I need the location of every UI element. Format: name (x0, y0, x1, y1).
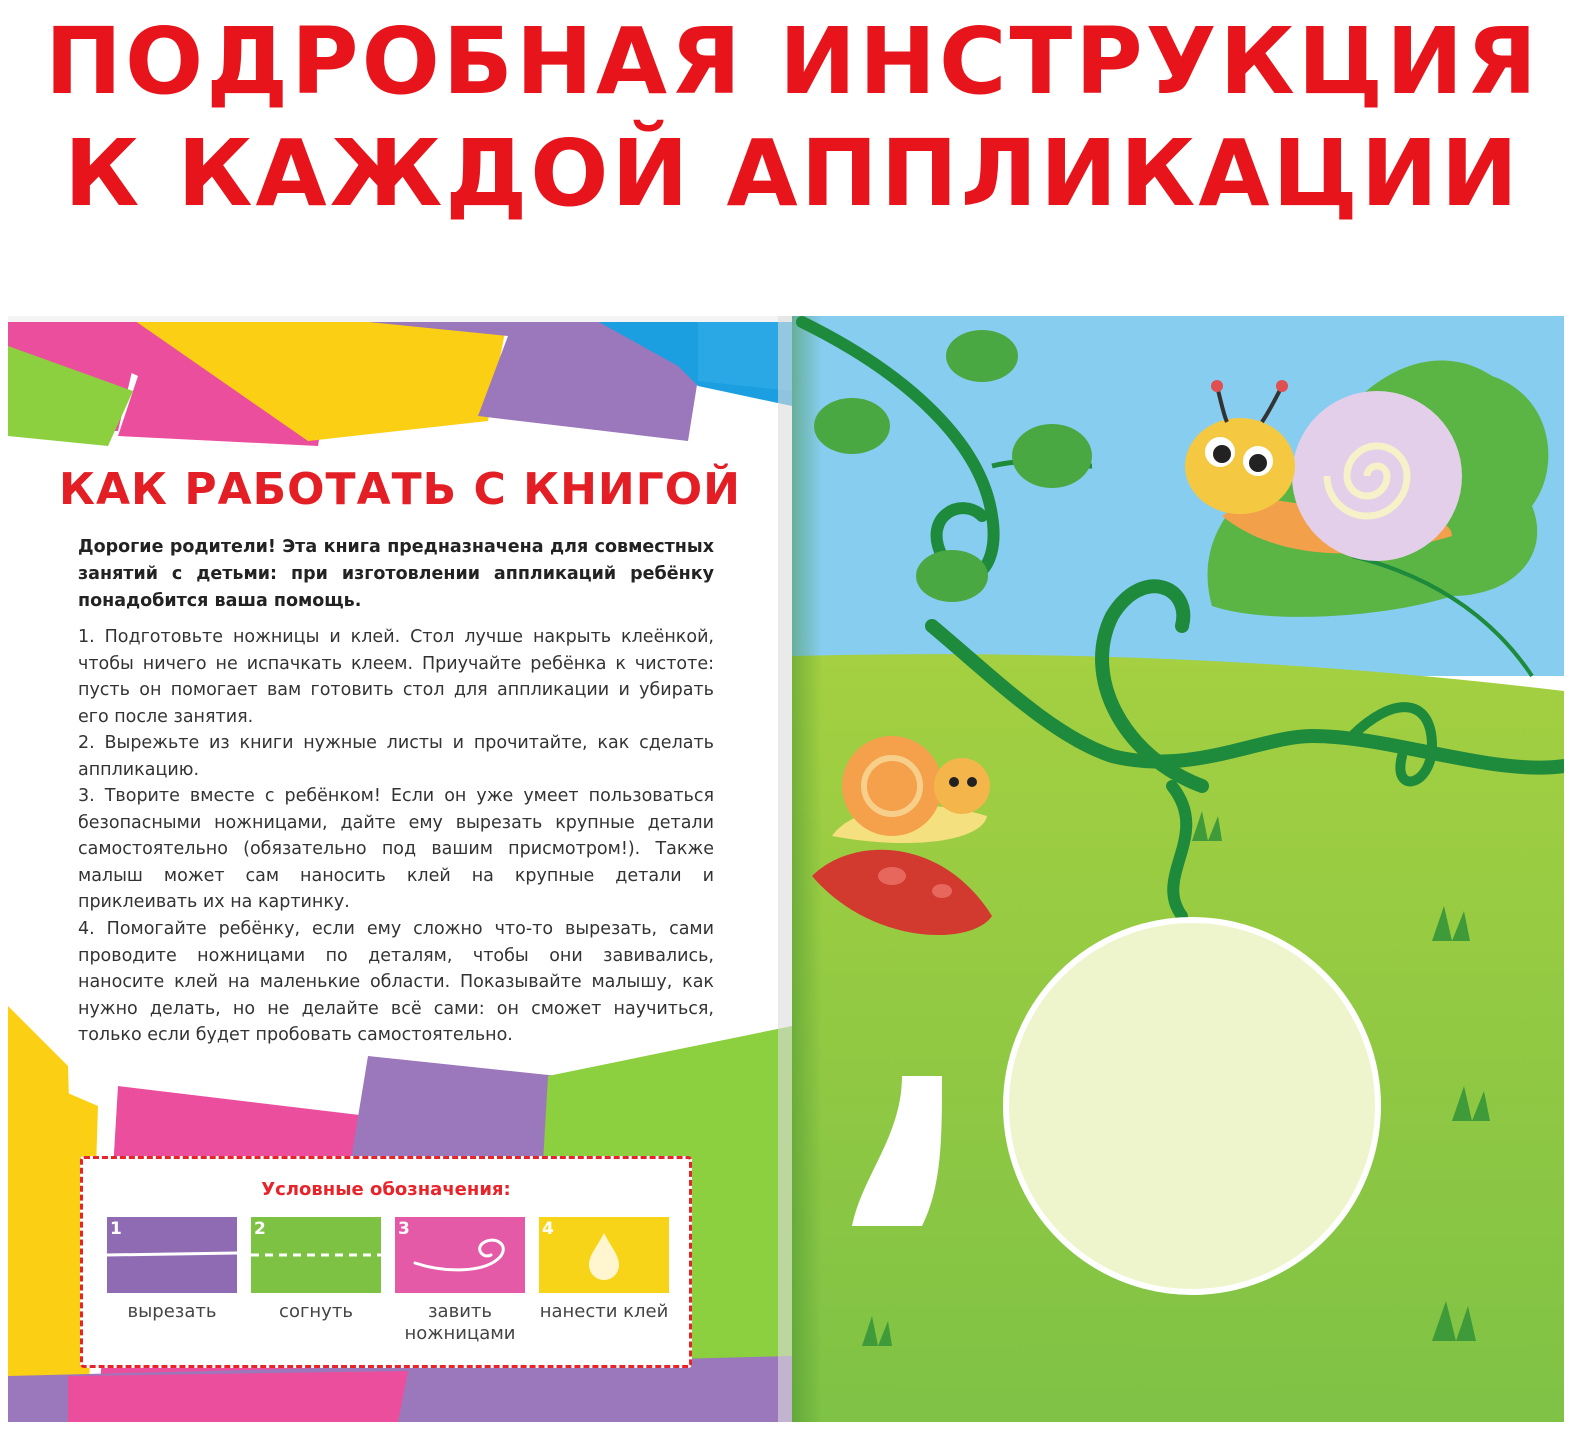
legend-caption: завить ножницами (404, 1301, 516, 1344)
legend-title: Условные обозначения: (261, 1179, 511, 1200)
illustration-scene (792, 316, 1564, 1422)
fold-dashed-line-icon (251, 1217, 381, 1293)
legend-swatch-curl (395, 1217, 525, 1293)
legend-number: 2 (254, 1219, 266, 1239)
legend-box (80, 1156, 692, 1368)
glue-drop-icon (539, 1217, 669, 1293)
page-title: КАК РАБОТАТЬ С КНИГОЙ (59, 464, 741, 515)
headline-line-1: ПОДРОБНАЯ ИНСТРУКЦИЯ (45, 8, 1540, 115)
legend-item-cut (107, 1217, 237, 1323)
legend-item-glue (539, 1217, 669, 1323)
legend-caption: вырезать (127, 1301, 217, 1322)
legend-caption: согнуть (279, 1301, 353, 1322)
applique-circle (1006, 920, 1378, 1292)
legend-number: 4 (542, 1219, 554, 1239)
intro-text: Дорогие родители! Эта книга предназначена для совместных занятий с детьми: при изготовлении аппликаций ребёнку понадобится ваша помощь. (78, 537, 714, 611)
instruction-paragraph-4: 4. Помогайте ребёнку, если ему сложно что-то вырезать, сами проводите ножницами по деталям, чтобы они завивались, наносите клей на маленькие области. Показывайте малышу, как нужно делать, но не делайте всё сами: он сможет научиться, только если будет пробовать самостоятельно. (78, 919, 714, 1045)
cut-line-icon (107, 1217, 237, 1293)
right-page-illustration (792, 316, 1564, 1422)
legend-item-fold (251, 1217, 381, 1323)
instruction-paragraph-2: 2. Вырежьте из книги нужные листы и прочитайте, как сделать аппликацию. (78, 733, 714, 780)
headline-line-2: К КАЖДОЙ АППЛИКАЦИИ (64, 120, 1521, 227)
book-spread (8, 316, 1564, 1422)
left-page (8, 316, 792, 1422)
legend-swatch-fold (251, 1217, 381, 1293)
legend-number: 3 (398, 1219, 410, 1239)
legend-number: 1 (110, 1219, 122, 1239)
instruction-paragraph-3: 3. Творите вместе с ребёнком! Если он уже умеет пользоваться безопасными ножницами, дайте ему вырезать крупные детали самостоятельно (обязательно под вашим присмотром!). Также малыш может сам наносить клей на крупные детали и приклеивать их на картинку. (78, 786, 714, 912)
legend-swatch-cut (107, 1217, 237, 1293)
legend-caption: нанести клей (539, 1301, 669, 1322)
curl-spiral-icon (395, 1217, 525, 1293)
legend-swatch-glue (539, 1217, 669, 1293)
instruction-paragraph-1: 1. Подготовьте ножницы и клей. Стол лучше накрыть клеёнкой, чтобы ничего не испачкать клеем. Приучайте ребёнка к чистоте: пусть он помогает вам готовить стол для аппликации и убирать его после занятия. (78, 627, 714, 727)
legend-item-curl (395, 1217, 525, 1345)
